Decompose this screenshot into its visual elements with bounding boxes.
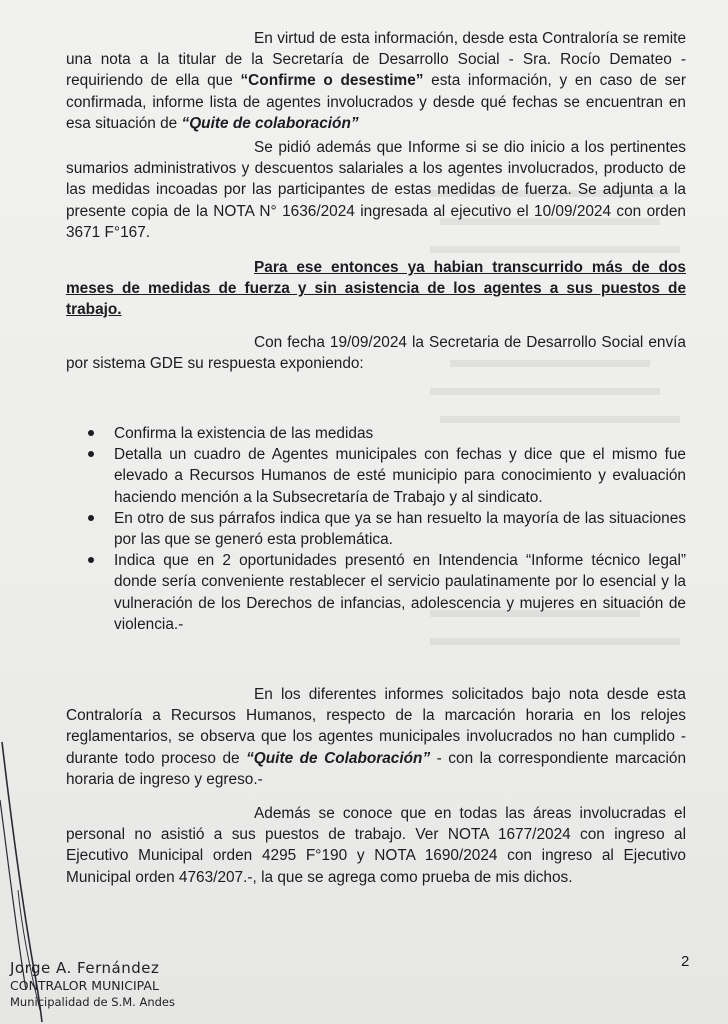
signatory-organization: Municipalidad de S.M. Andes <box>10 995 175 1009</box>
paragraph-sumarios: Se pidió además que Informe si se dio inicio a los pertinentes sumarios administrativos y descuentos salariales a los agentes involucrados, producto de las medidas incoadas por las participantes de estas medidas de fuerza. Se adjunta a la presente copia de la NOTA N° 1636/2024 ingresada al ejecutivo el 10/09/2024 con orden 3671 F°167. <box>66 139 686 241</box>
bullet-icon <box>88 515 94 521</box>
paragraph-underlined-statement: Para ese entonces ya habian transcurrido más de dos meses de medidas de fuerza y sin asistencia de los agentes a sus puestos de trabajo. <box>66 259 686 319</box>
bullet-list <box>84 423 686 635</box>
list-item <box>84 550 686 635</box>
bullet-icon <box>88 430 94 436</box>
signatory-name: Jorge A. Fernández <box>10 959 160 977</box>
paragraph-text: - con la correspondiente marcación horaria de ingreso y egreso.- <box>66 749 687 788</box>
list-item-text: En otro de sus párrafos indica que ya se han resuelto la mayoría de las situaciones por las que se generó esta problemática. <box>114 509 686 549</box>
paragraph-notas-ingreso: Además se conoce que en todas las áreas involucradas el personal no asistió a sus puestos de trabajo. Ver NOTA 1677/2024 con ingreso al Ejecutivo Municipal orden 4295 F°190 y NOTA 1690/2024 con ingreso al Ejecutivo Municipal orden 4763/207.-, la que se agrega como prueba de mis dichos. <box>66 805 686 886</box>
bold-italic-quote: “Quite de Colaboración” <box>246 749 431 767</box>
bullet-icon <box>88 451 94 457</box>
paragraph-text: esta información, y en caso de ser confirmada, informe lista de agentes involucrados y desde qué fechas se encuentran en esa situación de <box>66 72 686 132</box>
bold-quote: “Confirme o desestime” <box>240 72 424 90</box>
list-item-text: Detalla un cuadro de Agentes municipales con fechas y dice que el mismo fue elevado a Recursos Humanos de esté municipio para conocimiento y evaluación haciendo mención a la Subsecretaría de Trabajo y al sindicato. <box>114 446 686 506</box>
list-item <box>84 444 686 508</box>
bold-italic-quote: “Quite de colaboración” <box>181 114 359 132</box>
paragraph-respuesta: Con fecha 19/09/2024 la Secretaria de Desarrollo Social envía por sistema GDE su respuesta exponiendo: <box>66 334 686 373</box>
list-item <box>84 423 686 444</box>
page-number: 2 <box>681 953 690 970</box>
list-item <box>84 508 686 550</box>
bullet-icon <box>88 557 94 563</box>
list-item-text: Confirma la existencia de las medidas <box>114 425 374 442</box>
paragraph-text: En virtud de esta información, desde esta Contraloría se remite una nota a la titular de la Secretaría de Desarrollo Social - Sra. Rocío Demateo - requiriendo de ella que <box>66 30 686 90</box>
signature-stamp <box>10 960 175 1011</box>
signatory-title: CONTRALOR MUNICIPAL <box>10 978 159 993</box>
paragraph-nota-remitida <box>66 28 686 134</box>
list-item-text: Indica que en 2 oportunidades presentó en Intendencia “Informe técnico legal” donde sería conveniente restablecer el servicio paulatinamente por lo esencial y la vulneración de los Derechos de infancias, adolescencia y mujeres en situación de violencia.- <box>114 552 686 633</box>
paragraph-marcacion-horaria <box>66 684 686 790</box>
paragraph-text: En los diferentes informes solicitados bajo nota desde esta Contraloría a Recursos Humanos, respecto de la marcación horaria en los relojes reglamentarios, se observa que los agentes municipales involucrados no han cumplido - durante todo proceso de <box>66 686 686 767</box>
